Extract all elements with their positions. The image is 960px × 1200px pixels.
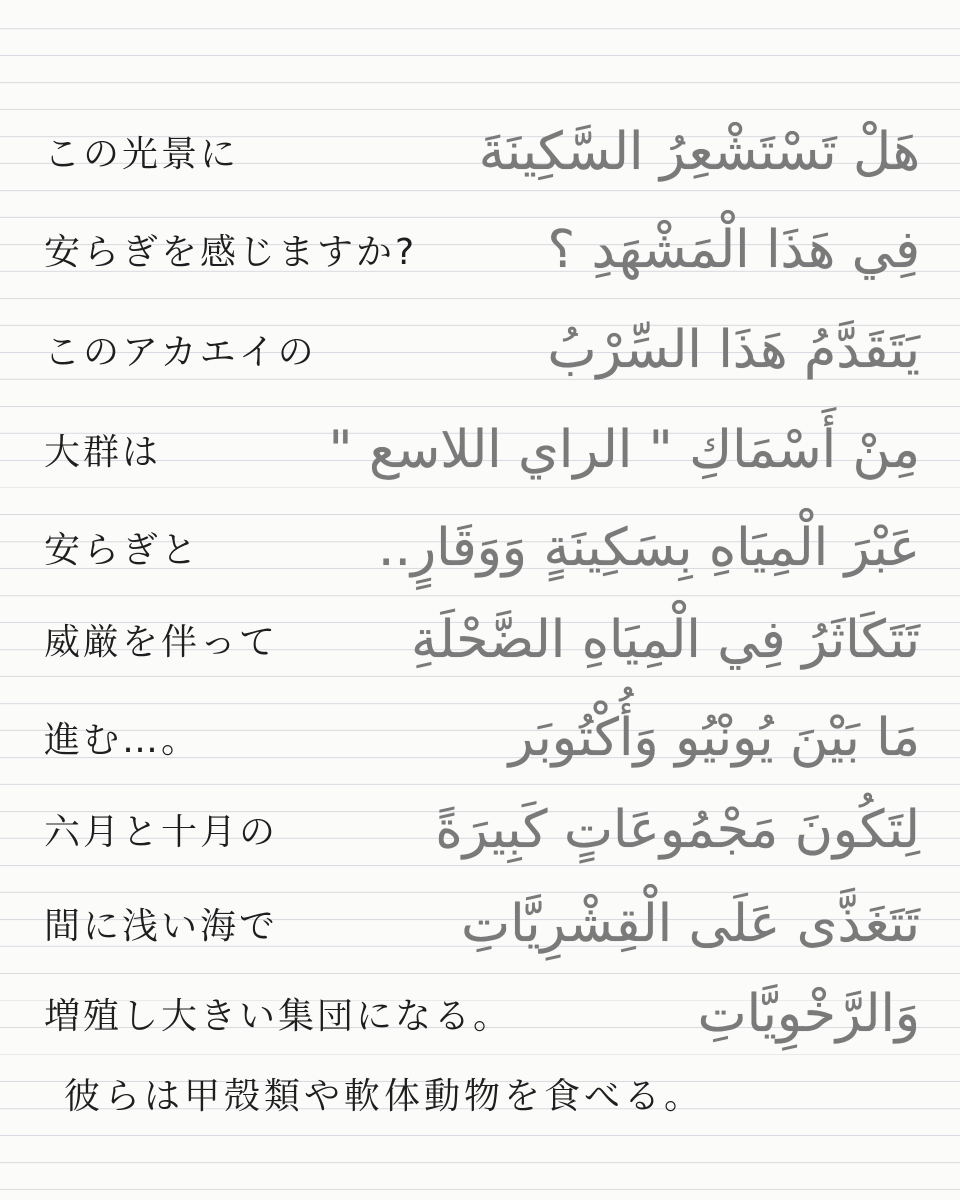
arabic-text: عَبْرَ الْمِيَاهِ بِسَكِينَةٍ وَوَقَارٍ.. [377, 518, 920, 578]
text-line-1 [0, 112, 960, 192]
japanese-text: この光景に [44, 134, 240, 175]
japanese-text: このアカエイの [44, 332, 317, 373]
arabic-text: يَتَقَدَّمُ هَذَا السِّرْبُ [547, 320, 920, 380]
japanese-text: 間に浅い海で [44, 906, 279, 947]
arabic-text: مَا بَيْنَ يُونْيُو وَأُكْتُوبَر [508, 708, 920, 768]
text-line-3 [0, 310, 960, 390]
text-line-10 [0, 974, 960, 1054]
arabic-text: وَالرَّخْوِيَّاتِ [697, 984, 920, 1044]
text-line-2 [0, 210, 960, 290]
text-line-4 [0, 410, 960, 490]
text-line-5 [0, 508, 960, 588]
arabic-text: هَلْ تَسْتَشْعِرُ السَّكِينَةَ [478, 122, 920, 182]
japanese-text: 大群は [44, 432, 162, 473]
footer-japanese-text: 彼らは甲殻類や軟体動物を食べる。 [64, 1076, 705, 1117]
text-line-8 [0, 790, 960, 870]
text-line-9 [0, 884, 960, 964]
japanese-text: 威厳を伴って [44, 622, 279, 663]
arabic-text: تَتَغَذَّى عَلَى الْقِشْرِيَّاتِ [461, 894, 920, 954]
japanese-text: 安らぎを感じますか? [44, 232, 418, 273]
japanese-text: 増殖し大きい集団になる。 [44, 996, 513, 1037]
text-line-6 [0, 600, 960, 680]
arabic-text: لِتَكُونَ مَجْمُوعَاتٍ كَبِيرَةً [435, 800, 920, 860]
japanese-text: 進む…。 [44, 720, 201, 761]
arabic-text: فِي هَذَا الْمَشْهَدِ ؟ [547, 220, 920, 280]
japanese-text: 安らぎと [44, 530, 201, 571]
japanese-text: 六月と十月の [44, 812, 279, 853]
arabic-text: مِنْ أَسْمَاكِ " الراي اللاسع " [328, 420, 920, 480]
text-line-7 [0, 698, 960, 778]
arabic-text: تَتَكَاثَرُ فِي الْمِيَاهِ الضَّحْلَةِ [411, 610, 920, 670]
